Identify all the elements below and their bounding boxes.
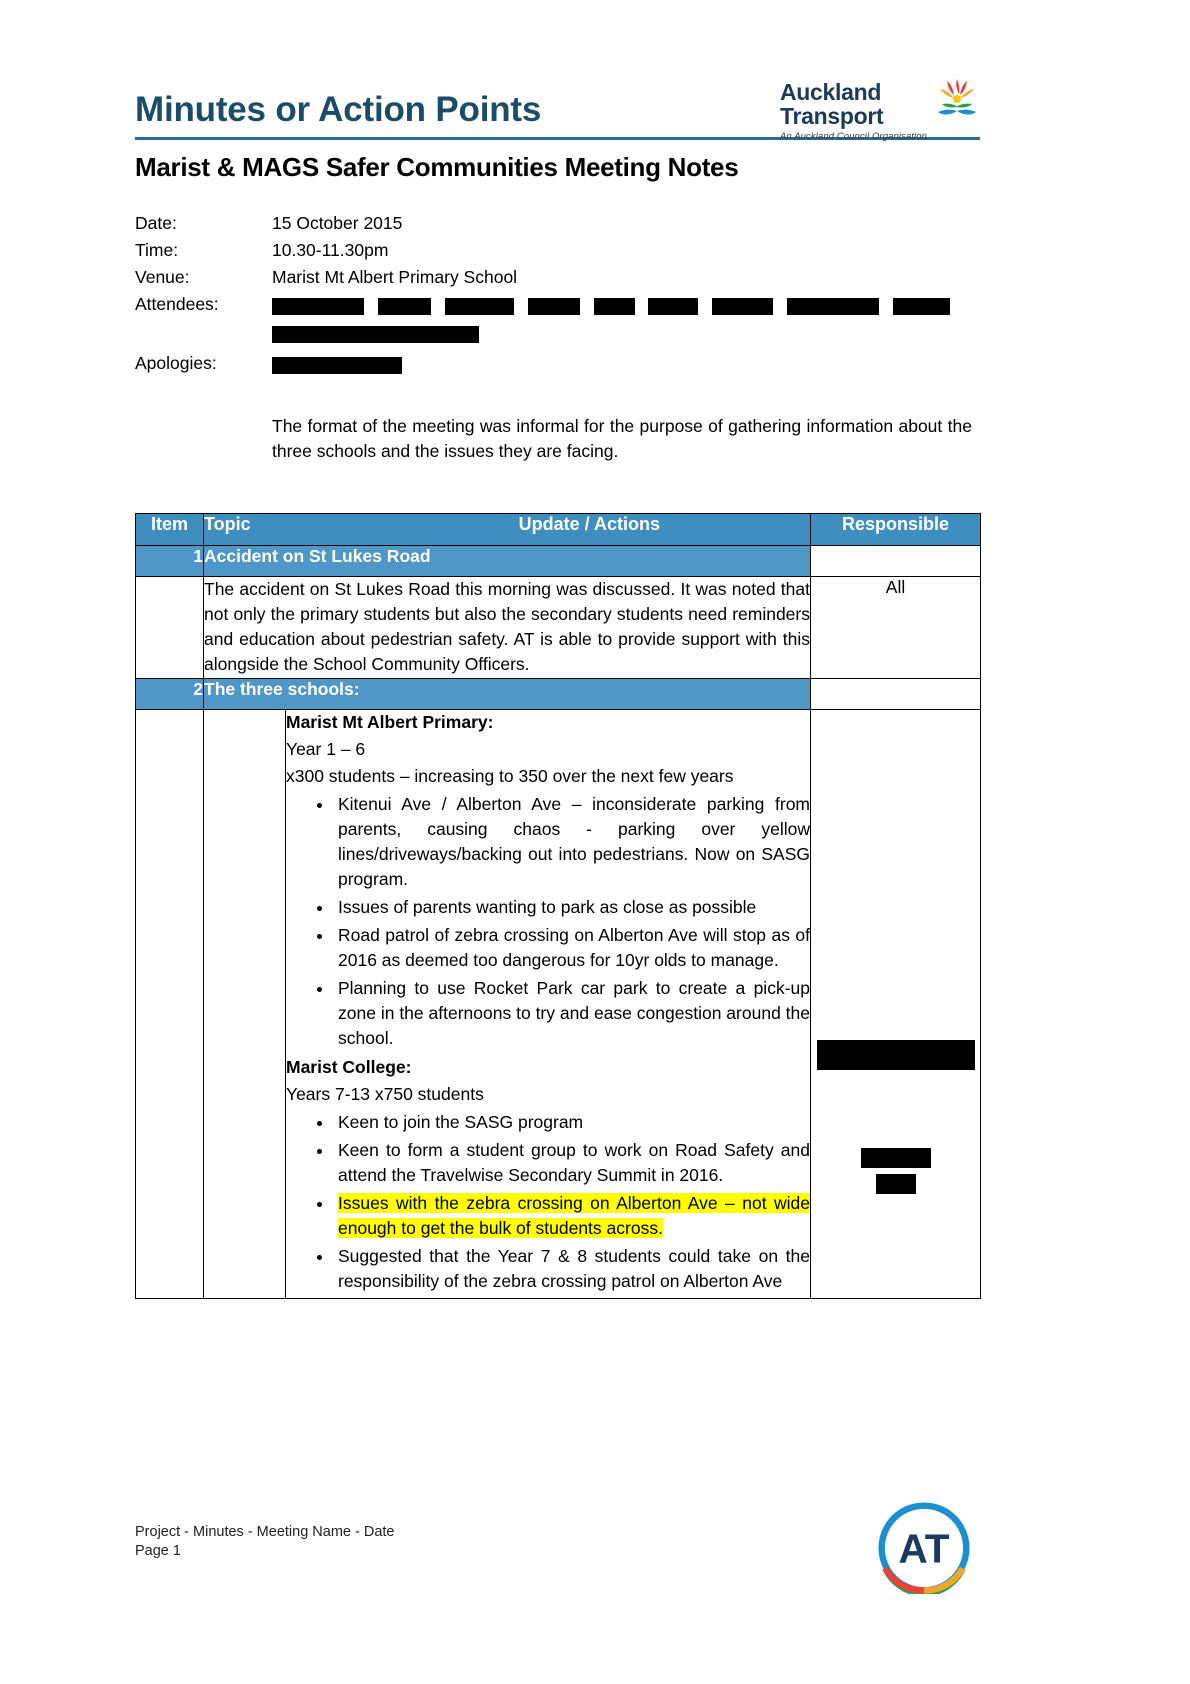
redaction-bar [648, 298, 698, 315]
redaction-bar [861, 1148, 931, 1168]
list-item: • Road patrol of zebra crossing on Alberton Ave will stop as of 2016 as deemed too dangerous for 10yr olds to manage. [334, 922, 810, 973]
table-header-row [136, 514, 981, 546]
table-row [136, 577, 981, 678]
section-number-2: 2 [136, 678, 204, 709]
meeting-metadata [135, 213, 980, 380]
at-roundel-icon [878, 1502, 970, 1594]
koru-flower-icon [934, 76, 980, 120]
redaction-bar [817, 1040, 975, 1070]
item-cell-blank [136, 709, 204, 1298]
list-item [334, 1243, 810, 1294]
section-number-1: 1 [136, 546, 204, 577]
list-item: • Kitenui Ave / Alberton Ave – inconsiderate parking from parents, causing chaos - parking over yellow lines/driveways/backing out into pedestrians. Now on SASG program. [334, 791, 810, 892]
auckland-transport-logo [780, 80, 980, 142]
document-sheet [135, 0, 980, 1684]
footer-page-number: Page 1 [135, 1543, 181, 1560]
meta-label-date: Date: [135, 213, 177, 233]
meta-row-date [135, 213, 980, 240]
item-cell-blank [136, 577, 204, 678]
meta-value-attendees-redacted [272, 294, 980, 343]
table-row [136, 709, 981, 1298]
section-title-2: The three schools: [204, 678, 811, 709]
redaction-bar [893, 298, 950, 315]
section-responsible-blank [811, 546, 981, 577]
list-item-text-highlighted: Issues with the zebra crossing on Alberton Ave – not wide enough to get the bulk of students across. [338, 1192, 810, 1238]
page-title: Minutes or Action Points [135, 90, 542, 129]
column-header-topic-update [204, 514, 811, 546]
minutes-table [135, 513, 981, 1298]
meeting-title: Marist & MAGS Safer Communities Meeting Notes [135, 152, 739, 182]
table-row [136, 546, 981, 577]
logo-text-auckland: Auckland [780, 79, 882, 105]
primary-year-range: Year 1 – 6 [286, 738, 366, 759]
redaction-bar [272, 357, 402, 374]
column-header-update: Update / Actions [518, 514, 660, 535]
meta-row-attendees [135, 294, 980, 343]
list-item: • Planning to use Rocket Park car park to create a pick-up zone in the afternoons to try and ease congestion around the school. [334, 975, 810, 1051]
meta-row-time [135, 240, 980, 267]
redaction-bar [272, 326, 479, 343]
meta-label-time: Time: [135, 240, 179, 260]
column-header-responsible: Responsible [811, 514, 981, 546]
meta-value-time: 10.30-11.30pm [272, 240, 389, 260]
meta-label-apologies: Apologies: [135, 352, 217, 373]
list-item [334, 1109, 810, 1135]
logo-subtitle: An Auckland Council Organisation [780, 131, 928, 143]
redaction-bar [378, 298, 431, 315]
meta-value-apologies-redacted [272, 353, 980, 374]
school-heading-primary: Marist Mt Albert Primary: [286, 711, 494, 732]
meeting-intro-paragraph: The format of the meeting was informal for the purpose of gathering information about the three schools and the issues they are facing. [272, 415, 972, 461]
table-row [136, 678, 981, 709]
meta-label-venue: Venue: [135, 267, 190, 287]
redaction-bar [876, 1174, 916, 1194]
logo-text-transport: Transport [780, 103, 884, 130]
svg-text:AT: AT [898, 1525, 950, 1572]
section2-body [286, 709, 811, 1298]
list-item-text: Keen to form a student group to work on Road Safety and attend the Travelwise Secondary Summit in 2016. [338, 1139, 810, 1185]
column-header-item: Item [136, 514, 204, 546]
primary-student-count: x300 students – increasing to 350 over the next few years [286, 765, 734, 786]
school-heading-college: Marist College: [286, 1056, 412, 1077]
list-item [334, 1190, 810, 1241]
redaction-bar [787, 298, 879, 315]
primary-bullet-list [286, 791, 810, 1051]
meta-value-venue: Marist Mt Albert Primary School [272, 267, 518, 287]
section-responsible-blank [811, 678, 981, 709]
footer-project-line: Project - Minutes - Meeting Name - Date [135, 1523, 395, 1540]
section1-body: The accident on St Lukes Road this morning was discussed. It was noted that not only the primary students but also the secondary students need reminders and education about pedestrian safety. AT is able to provide support with this alongside the School Community Officers. [204, 577, 811, 678]
meta-row-venue [135, 267, 980, 294]
redaction-bar [528, 298, 580, 315]
college-bullet-list [286, 1109, 810, 1294]
list-item-text: Suggested that the Year 7 & 8 students could take on the responsibility of the zebra crossing patrol on Alberton Ave [338, 1245, 810, 1291]
document-footer [135, 1523, 980, 1562]
redaction-bar [272, 298, 364, 315]
column-header-topic: Topic [204, 514, 251, 535]
document-header [135, 0, 980, 143]
redaction-bar [445, 298, 514, 315]
meta-value-date: 15 October 2015 [272, 213, 403, 233]
section-title-1: Accident on St Lukes Road [204, 546, 811, 577]
college-year-range: Years 7-13 x750 students [286, 1083, 484, 1104]
list-item-text: Keen to join the SASG program [338, 1111, 584, 1132]
section2-responsible-redacted [811, 709, 981, 1298]
section1-responsible: All [811, 577, 981, 678]
list-item: • Issues of parents wanting to park as close as possible [334, 894, 810, 920]
list-item [334, 1137, 810, 1188]
meta-label-attendees: Attendees: [135, 294, 219, 314]
topic-cell-blank [204, 709, 286, 1298]
meta-row-apologies [135, 353, 980, 380]
redaction-bar [594, 298, 635, 315]
redaction-bar [712, 298, 773, 315]
